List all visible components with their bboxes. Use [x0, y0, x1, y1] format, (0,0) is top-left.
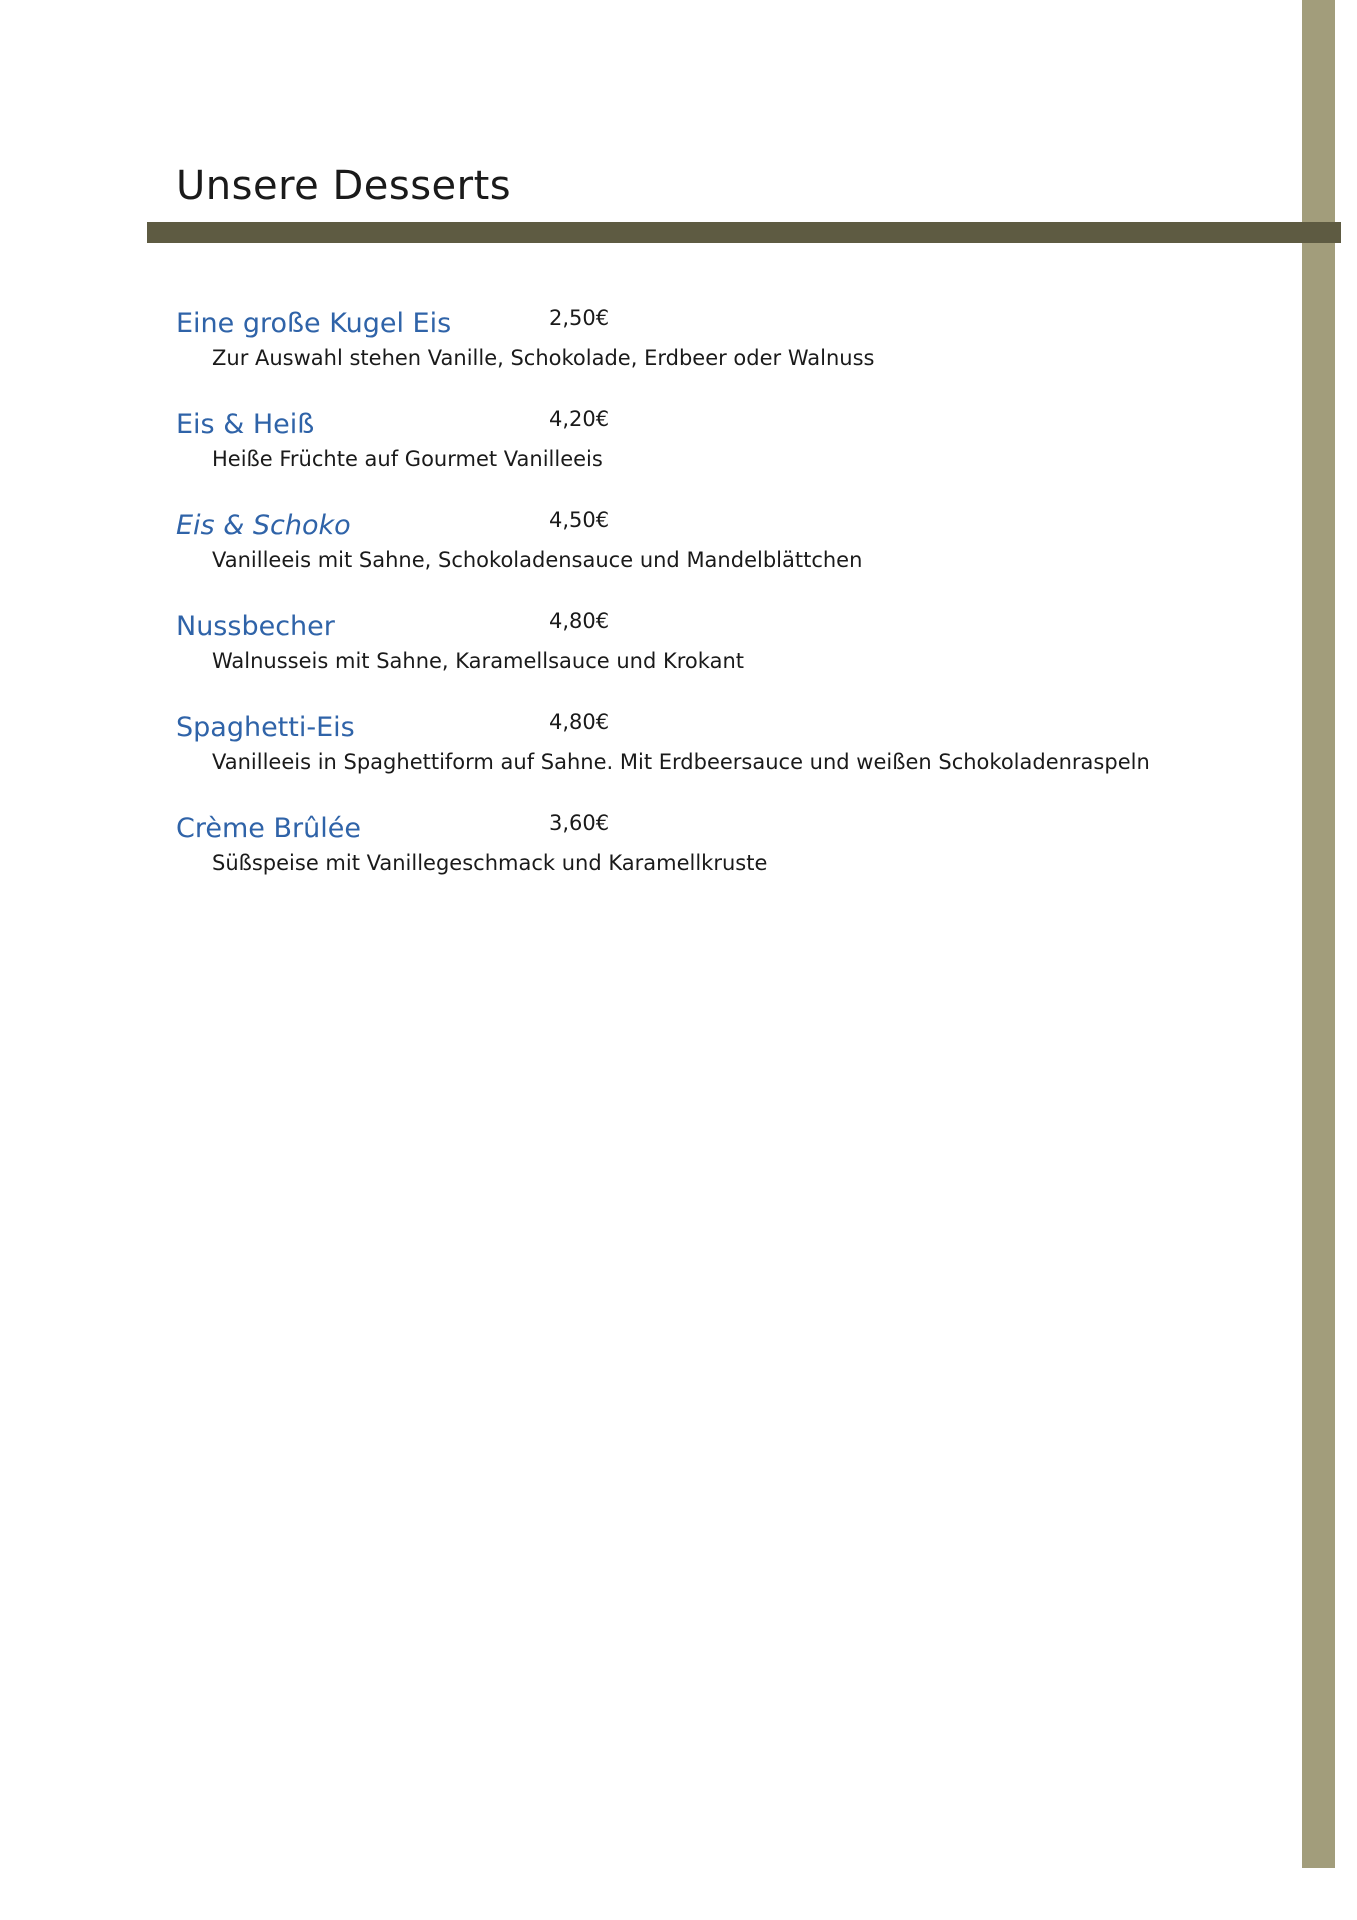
- menu-item-name: Nussbecher: [176, 611, 335, 642]
- menu-item-price: 4,50€: [549, 508, 610, 532]
- menu-item-price: 3,60€: [549, 811, 610, 835]
- menu-item-description: Süßspeise mit Vanillegeschmack und Karamellkruste: [212, 851, 768, 875]
- menu-item: [176, 502, 1276, 603]
- menu-item-description: Vanilleeis mit Sahne, Schokoladensauce und Mandelblättchen: [212, 548, 863, 572]
- menu-item-name: Eis & Schoko: [176, 510, 351, 541]
- menu-item: [176, 603, 1276, 704]
- menu-item-price: 4,80€: [549, 609, 610, 633]
- menu-item: [176, 401, 1276, 502]
- menu-item: [176, 704, 1276, 805]
- menu-item-price: 4,20€: [549, 407, 610, 431]
- menu-item: [176, 805, 1276, 906]
- decorative-side-bar: [1302, 0, 1335, 1868]
- menu-item-name: Spaghetti-Eis: [176, 712, 355, 743]
- dessert-menu-list: [176, 300, 1276, 906]
- menu-item-price: 4,80€: [549, 710, 610, 734]
- menu-item: [176, 300, 1276, 401]
- title-underline-bar: [147, 222, 1341, 243]
- menu-item-description: Heiße Früchte auf Gourmet Vanilleeis: [212, 447, 603, 471]
- menu-item-description: Walnusseis mit Sahne, Karamellsauce und Krokant: [212, 649, 744, 673]
- page-title: Unsere Desserts: [176, 163, 512, 209]
- menu-item-name: Eis & Heiß: [176, 409, 315, 440]
- menu-item-description: Vanilleeis in Spaghettiform auf Sahne. Mit Erdbeersauce und weißen Schokoladenraspeln: [212, 750, 1150, 774]
- menu-item-price: 2,50€: [549, 306, 610, 330]
- menu-item-name: Crème Brûlée: [176, 813, 361, 844]
- menu-item-description: Zur Auswahl stehen Vanille, Schokolade, Erdbeer oder Walnuss: [212, 346, 875, 370]
- menu-item-name: Eine große Kugel Eis: [176, 308, 452, 339]
